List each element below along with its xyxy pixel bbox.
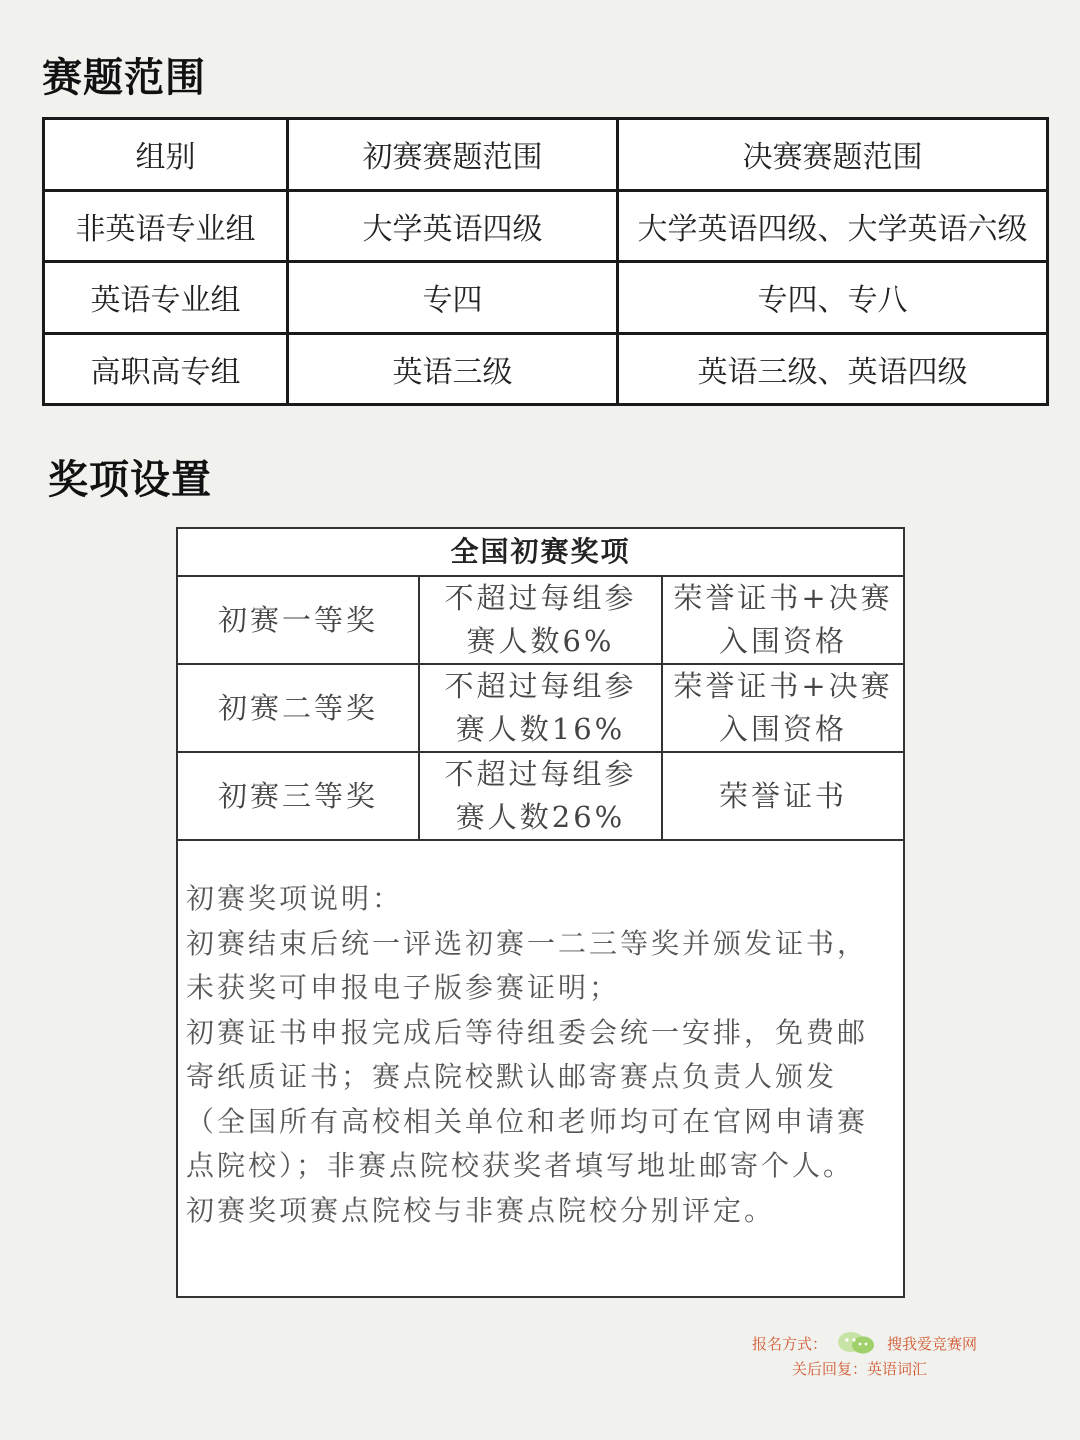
wechat-icon xyxy=(833,1330,881,1356)
award-reward xyxy=(663,577,903,663)
award-limit-text: 不超过每组参 赛人数16% xyxy=(444,669,637,746)
award-limit-text: 不超过每组参 赛人数26% xyxy=(444,757,637,834)
signup-footer xyxy=(752,1330,992,1379)
note-paragraph: 初赛证书申报完成后等待组委会统一安排，免费邮寄纸质证书；赛点院校默认邮寄赛点负责人颁发（全国所有高校相关单位和老师均可在官网申请赛点院校）；非赛点院校获奖者填写地址邮寄个人。 xyxy=(186,1015,869,1182)
award-reward-text: 荣誉证书 xyxy=(718,778,847,813)
award-row xyxy=(178,665,903,753)
award-notes xyxy=(178,841,903,1233)
award-limit xyxy=(420,665,663,751)
footer-line-1 xyxy=(752,1330,992,1356)
table-cell: 英语三级、英语四级 xyxy=(618,333,1048,405)
table-cell: 大学英语四级 xyxy=(288,190,618,262)
award-reward xyxy=(663,753,903,839)
award-name-text: 初赛一等奖 xyxy=(217,602,378,637)
section-title-awards: 奖项设置 xyxy=(48,457,212,503)
award-row xyxy=(178,577,903,665)
table-row xyxy=(44,262,1048,334)
table-header-row xyxy=(44,119,1048,191)
note-paragraph: 初赛奖项赛点院校与非赛点院校分别评定。 xyxy=(186,1193,776,1227)
award-limit xyxy=(420,577,663,663)
award-reward-text: 荣誉证书+决赛 入围资格 xyxy=(673,669,893,746)
table-cell: 大学英语四级、大学英语六级 xyxy=(618,190,1048,262)
award-name-text: 初赛三等奖 xyxy=(217,778,378,813)
table-row xyxy=(44,333,1048,405)
table-cell: 高职高专组 xyxy=(44,333,288,405)
notes-title: 初赛奖项说明： xyxy=(186,882,404,915)
header-cell: 组别 xyxy=(44,119,288,191)
award-name-text: 初赛二等奖 xyxy=(217,690,378,725)
table-cell: 专四、专八 xyxy=(618,262,1048,334)
scope-table xyxy=(42,117,1049,406)
award-name xyxy=(178,665,420,751)
header-cell: 初赛赛题范围 xyxy=(288,119,618,191)
award-reward-text: 荣誉证书+决赛 入围资格 xyxy=(673,581,893,658)
award-limit-text: 不超过每组参 赛人数6% xyxy=(444,581,637,658)
award-name xyxy=(178,753,420,839)
note-paragraph: 初赛结束后统一评选初赛一二三等奖并颁发证书，未获奖可申报电子版参赛证明； xyxy=(186,926,869,1004)
award-row xyxy=(178,753,903,841)
table-row xyxy=(44,190,1048,262)
table-cell: 非英语专业组 xyxy=(44,190,288,262)
awards-table-title: 全国初赛奖项 xyxy=(178,529,903,577)
footer-line-2: 关后回复：英语词汇 xyxy=(792,1360,928,1378)
table-cell: 专四 xyxy=(288,262,618,334)
header-cell: 决赛赛题范围 xyxy=(618,119,1048,191)
award-name xyxy=(178,577,420,663)
footer-label: 报名方式： xyxy=(752,1334,828,1353)
table-cell: 英语三级 xyxy=(288,333,618,405)
awards-table xyxy=(176,527,905,1298)
table-cell: 英语专业组 xyxy=(44,262,288,334)
footer-site-name: 搜我爱竞赛网 xyxy=(887,1334,978,1353)
award-limit xyxy=(420,753,663,839)
section-title-scope: 赛题范围 xyxy=(42,55,206,101)
award-reward xyxy=(663,665,903,751)
